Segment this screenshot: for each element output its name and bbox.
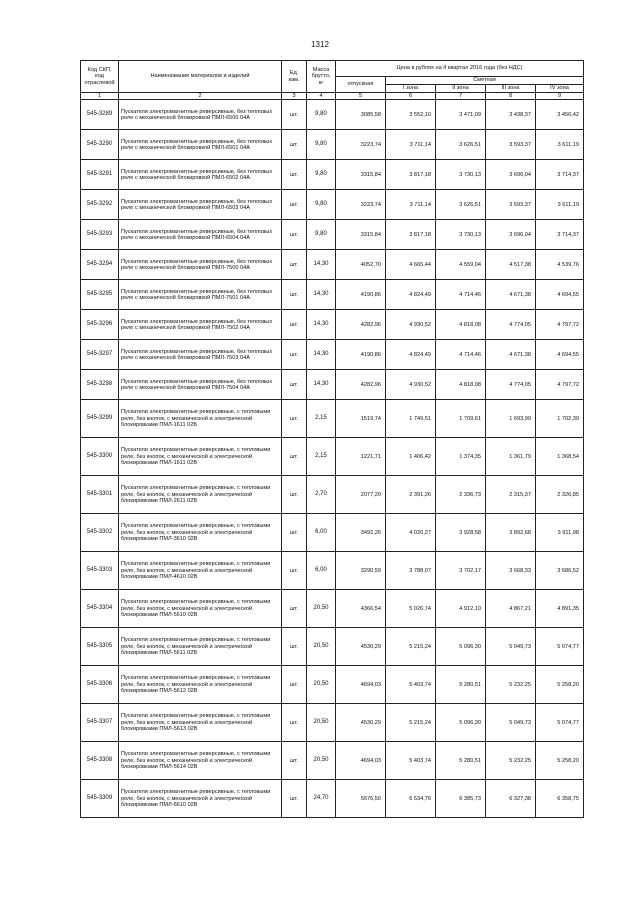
item-unit: шт.: [282, 160, 307, 190]
column-index: 3: [282, 93, 307, 100]
item-name: Пускатели электромагнитные реверсивные, с тепловыми реле, без кнопок, с механической и электрической блокировками ПМЛ-5614 02В: [119, 742, 282, 780]
price-zone-1: 4 824,49: [386, 280, 436, 310]
price-zone-4: 3 714,37: [536, 220, 584, 250]
table-body: [81, 100, 584, 818]
column-index: 2: [119, 93, 282, 100]
price-zone-3: 6 327,38: [486, 780, 536, 818]
column-index: 9: [536, 93, 584, 100]
release-price: 2077,20: [336, 476, 386, 514]
price-zone-4: 1 368,54: [536, 438, 584, 476]
item-unit: шт.: [282, 628, 307, 666]
price-zone-4: 5 258,20: [536, 742, 584, 780]
price-zone-1: 4 930,52: [386, 370, 436, 400]
item-mass: 2,15: [307, 400, 336, 438]
table-row: [81, 590, 584, 628]
item-name: Пускатели электромагнитные реверсивные, без тепловых реле с механической блокировкой ПМЛ-6503 04А: [119, 190, 282, 220]
price-zone-2: 4 912,10: [436, 590, 486, 628]
table-row: [81, 280, 584, 310]
price-zone-3: 5 232,25: [486, 742, 536, 780]
item-mass: 2,15: [307, 438, 336, 476]
release-price: 3223,74: [336, 190, 386, 220]
item-name: Пускатели электромагнитные реверсивные, без тепловых реле с механической блокировкой ПМЛ-7500 04А: [119, 250, 282, 280]
item-mass: 20,50: [307, 590, 336, 628]
item-name: Пускатели электромагнитные реверсивные, с тепловыми реле, без кнопок, с механической и электрической блокировками ПМЛ-1611 02В: [119, 438, 282, 476]
price-zone-2: 4 714,46: [436, 340, 486, 370]
item-code: 545-3305: [81, 628, 119, 666]
release-price: 1519,74: [336, 400, 386, 438]
item-code: 545-3296: [81, 310, 119, 340]
item-unit: шт.: [282, 514, 307, 552]
price-zone-1: 5 403,74: [386, 742, 436, 780]
table-row: [81, 552, 584, 590]
item-code: 545-3290: [81, 130, 119, 160]
item-code: 545-3307: [81, 704, 119, 742]
price-zone-4: 4 539,76: [536, 250, 584, 280]
item-mass: 2,70: [307, 476, 336, 514]
item-mass: 14,30: [307, 370, 336, 400]
price-zone-1: 3 711,14: [386, 130, 436, 160]
item-unit: шт.: [282, 220, 307, 250]
price-zone-3: 3 593,37: [486, 130, 536, 160]
item-name: Пускатели электромагнитные реверсивные, без тепловых реле с механической блокировкой ПМЛ-6504 04А: [119, 220, 282, 250]
price-zone-1: 4 020,27: [386, 514, 436, 552]
table-row: [81, 100, 584, 130]
item-code: 545-3300: [81, 438, 119, 476]
item-unit: шт.: [282, 100, 307, 130]
column-index: 5: [336, 93, 386, 100]
item-mass: 20,50: [307, 628, 336, 666]
price-zone-4: 3 686,52: [536, 552, 584, 590]
release-price: 3290,59: [336, 552, 386, 590]
item-mass: 20,50: [307, 704, 336, 742]
item-name: Пускатели электромагнитные реверсивные, без тепловых реле с механической блокировкой ПМЛ-7503 04А: [119, 340, 282, 370]
release-price: 3315,84: [336, 160, 386, 190]
item-mass: 9,80: [307, 100, 336, 130]
release-price: 3223,74: [336, 130, 386, 160]
price-zone-2: 5 280,51: [436, 742, 486, 780]
price-zone-4: 4 797,72: [536, 310, 584, 340]
table-row: [81, 780, 584, 818]
table-row: [81, 370, 584, 400]
price-zone-2: 1 374,35: [436, 438, 486, 476]
table-row: [81, 476, 584, 514]
table-row: [81, 220, 584, 250]
table-row: [81, 704, 584, 742]
page-number: 1312: [311, 40, 329, 49]
release-price: 4282,96: [336, 310, 386, 340]
item-code: 545-3306: [81, 666, 119, 704]
price-zone-2: 3 626,51: [436, 130, 486, 160]
header-unit: Ед. изм.: [282, 61, 307, 93]
item-unit: шт.: [282, 704, 307, 742]
item-name: Пускатели электромагнитные реверсивные, с тепловыми реле, без кнопок, с механической и электрической блокировками ПМЛ-5613 02В: [119, 704, 282, 742]
header-zone-3: III зона: [486, 85, 536, 93]
price-zone-1: 5 215,24: [386, 704, 436, 742]
item-mass: 9,80: [307, 190, 336, 220]
header-estimate-price: Сметная: [386, 77, 584, 85]
item-mass: 6,00: [307, 552, 336, 590]
price-zone-4: 3 714,37: [536, 160, 584, 190]
item-code: 545-3295: [81, 280, 119, 310]
price-zone-2: 3 730,13: [436, 220, 486, 250]
price-zone-1: 6 534,76: [386, 780, 436, 818]
item-code: 545-3303: [81, 552, 119, 590]
column-index: 7: [436, 93, 486, 100]
price-zone-1: 3 817,18: [386, 160, 436, 190]
price-zone-2: 4 559,04: [436, 250, 486, 280]
price-zone-1: 3 788,07: [386, 552, 436, 590]
release-price: 3492,26: [336, 514, 386, 552]
release-price: 1221,71: [336, 438, 386, 476]
price-zone-4: 5 074,77: [536, 628, 584, 666]
release-price: 4282,96: [336, 370, 386, 400]
item-unit: шт.: [282, 552, 307, 590]
release-price: 3085,58: [336, 100, 386, 130]
item-name: Пускатели электромагнитные реверсивные, с тепловыми реле, без кнопок, с механической и электрической блокировками ПМЛ-6610 02В: [119, 780, 282, 818]
item-unit: шт.: [282, 742, 307, 780]
price-zone-1: 3 711,14: [386, 190, 436, 220]
price-zone-1: 5 403,74: [386, 666, 436, 704]
price-zone-4: 3 911,98: [536, 514, 584, 552]
price-zone-3: 3 696,04: [486, 160, 536, 190]
item-code: 545-3297: [81, 340, 119, 370]
header-zone-1: I зона: [386, 85, 436, 93]
price-zone-3: 4 517,38: [486, 250, 536, 280]
table-row: [81, 400, 584, 438]
item-unit: шт.: [282, 400, 307, 438]
price-zone-1: 4 665,44: [386, 250, 436, 280]
column-index: 8: [486, 93, 536, 100]
item-mass: 14,30: [307, 280, 336, 310]
header-zone-4: IV зона: [536, 85, 584, 93]
column-index: 4: [307, 93, 336, 100]
item-mass: 9,80: [307, 160, 336, 190]
item-mass: 6,00: [307, 514, 336, 552]
item-name: Пускатели электромагнитные реверсивные, с тепловыми реле, без кнопок, с механической и электрической блокировками ПМЛ-5612 02В: [119, 666, 282, 704]
item-mass: 9,80: [307, 130, 336, 160]
price-zone-1: 1 406,42: [386, 438, 436, 476]
release-price: 3315,84: [336, 220, 386, 250]
item-unit: шт.: [282, 476, 307, 514]
price-zone-4: 2 326,85: [536, 476, 584, 514]
price-zone-4: 5 074,77: [536, 704, 584, 742]
header-mass: Масса брутто, кг: [307, 61, 336, 93]
price-zone-3: 4 774,05: [486, 310, 536, 340]
header-name: Наименование материалов и изделий: [119, 61, 282, 93]
price-zone-2: 5 280,51: [436, 666, 486, 704]
price-zone-2: 3 626,51: [436, 190, 486, 220]
price-zone-2: 3 471,09: [436, 100, 486, 130]
price-zone-2: 5 096,30: [436, 628, 486, 666]
item-mass: 24,70: [307, 780, 336, 818]
header-release-price: отпускная: [336, 77, 386, 93]
price-zone-1: 4 824,49: [386, 340, 436, 370]
table-row: [81, 742, 584, 780]
release-price: 5676,50: [336, 780, 386, 818]
item-name: Пускатели электромагнитные реверсивные, без тепловых реле с механической блокировкой ПМЛ-7501 04А: [119, 280, 282, 310]
item-mass: 20,50: [307, 666, 336, 704]
price-zone-2: 6 385,73: [436, 780, 486, 818]
release-price: 4052,70: [336, 250, 386, 280]
item-mass: 14,30: [307, 340, 336, 370]
item-mass: 14,30: [307, 310, 336, 340]
item-name: Пускатели электромагнитные реверсивные, без тепловых реле с механической блокировкой ПМЛ-6501 04А: [119, 130, 282, 160]
item-unit: шт.: [282, 340, 307, 370]
price-zone-4: 3 456,42: [536, 100, 584, 130]
release-price: 4530,29: [336, 628, 386, 666]
price-table: [80, 60, 584, 818]
price-zone-2: 2 336,73: [436, 476, 486, 514]
item-unit: шт.: [282, 310, 307, 340]
price-zone-4: 4 694,55: [536, 280, 584, 310]
table-row: [81, 628, 584, 666]
release-price: 4190,86: [336, 280, 386, 310]
price-zone-4: 1 702,39: [536, 400, 584, 438]
price-zone-3: 4 671,38: [486, 340, 536, 370]
price-zone-3: 1 361,79: [486, 438, 536, 476]
column-index: 1: [81, 93, 119, 100]
price-zone-4: 3 611,19: [536, 130, 584, 160]
price-zone-2: 3 730,13: [436, 160, 486, 190]
table-row: [81, 190, 584, 220]
price-zone-1: 5 215,24: [386, 628, 436, 666]
price-zone-2: 4 818,08: [436, 310, 486, 340]
release-price: 4366,54: [336, 590, 386, 628]
price-zone-2: 5 096,30: [436, 704, 486, 742]
table-row: [81, 250, 584, 280]
item-mass: 9,80: [307, 220, 336, 250]
price-zone-3: 3 892,68: [486, 514, 536, 552]
table-row: [81, 438, 584, 476]
item-name: Пускатели электромагнитные реверсивные, без тепловых реле с механической блокировкой ПМЛ-7502 04А: [119, 310, 282, 340]
item-unit: шт.: [282, 780, 307, 818]
table-row: [81, 130, 584, 160]
item-code: 545-3298: [81, 370, 119, 400]
item-unit: шт.: [282, 590, 307, 628]
price-zone-3: 5 232,25: [486, 666, 536, 704]
item-code: 545-3291: [81, 160, 119, 190]
table-row: [81, 514, 584, 552]
header-zone-2: II зона: [436, 85, 486, 93]
price-zone-3: 3 438,37: [486, 100, 536, 130]
price-zone-3: 4 867,21: [486, 590, 536, 628]
price-zone-3: 5 049,73: [486, 704, 536, 742]
table-row: [81, 340, 584, 370]
price-zone-3: 4 671,38: [486, 280, 536, 310]
item-unit: шт.: [282, 438, 307, 476]
release-price: 4190,86: [336, 340, 386, 370]
item-code: 545-3292: [81, 190, 119, 220]
item-unit: шт.: [282, 280, 307, 310]
column-index: 6: [386, 93, 436, 100]
price-zone-1: 1 749,51: [386, 400, 436, 438]
table-row: [81, 310, 584, 340]
item-code: 545-3301: [81, 476, 119, 514]
price-zone-4: 3 611,19: [536, 190, 584, 220]
item-name: Пускатели электромагнитные реверсивные, без тепловых реле с механической блокировкой ПМЛ-7504 04А: [119, 370, 282, 400]
item-code: 545-3294: [81, 250, 119, 280]
price-zone-3: 4 774,05: [486, 370, 536, 400]
item-mass: 14,30: [307, 250, 336, 280]
item-name: Пускатели электромагнитные реверсивные, с тепловыми реле, без кнопок, с механической и электрической блокировками ПМЛ-5611 02В: [119, 628, 282, 666]
price-zone-4: 4 797,72: [536, 370, 584, 400]
item-name: Пускатели электромагнитные реверсивные, с тепловыми реле, без кнопок, с механической и электрической блокировками ПМЛ-2611 02В: [119, 476, 282, 514]
price-zone-3: 3 593,37: [486, 190, 536, 220]
item-name: Пускатели электромагнитные реверсивные, с тепловыми реле, без кнопок, с механической и электрической блокировками ПМЛ-3610 02В: [119, 514, 282, 552]
price-zone-1: 2 391,26: [386, 476, 436, 514]
price-zone-2: 3 702,17: [436, 552, 486, 590]
price-zone-2: 1 709,61: [436, 400, 486, 438]
header-price-group: Цена в рублях на II квартал 2016 года (без НДС): [336, 61, 584, 77]
item-name: Пускатели электромагнитные реверсивные, с тепловыми реле, без кнопок, с механической и электрической блокировками ПМЛ-1611 02Б: [119, 400, 282, 438]
item-unit: шт.: [282, 250, 307, 280]
price-zone-4: 6 358,75: [536, 780, 584, 818]
item-name: Пускатели электромагнитные реверсивные, с тепловыми реле, без кнопок, с механической и электрической блокировками ПМЛ-4610 02В: [119, 552, 282, 590]
release-price: 4530,29: [336, 704, 386, 742]
price-zone-4: 4 891,35: [536, 590, 584, 628]
price-zone-4: 5 258,20: [536, 666, 584, 704]
price-zone-3: 2 315,37: [486, 476, 536, 514]
price-zone-3: 5 049,73: [486, 628, 536, 666]
header-code: Код СКП, код отраслевой: [81, 61, 119, 93]
item-unit: шт.: [282, 666, 307, 704]
item-name: Пускатели электромагнитные реверсивные, без тепловых реле с механической блокировкой ПМЛ-6500 04А: [119, 100, 282, 130]
price-zone-3: 3 696,04: [486, 220, 536, 250]
item-code: 545-3302: [81, 514, 119, 552]
item-code: 545-3293: [81, 220, 119, 250]
item-code: 545-3309: [81, 780, 119, 818]
item-code: 545-3289: [81, 100, 119, 130]
price-zone-1: 5 026,74: [386, 590, 436, 628]
item-unit: шт.: [282, 190, 307, 220]
price-zone-1: 3 817,18: [386, 220, 436, 250]
item-code: 545-3304: [81, 590, 119, 628]
price-zone-3: 1 693,99: [486, 400, 536, 438]
table-row: [81, 666, 584, 704]
item-mass: 20,50: [307, 742, 336, 780]
price-zone-4: 4 694,55: [536, 340, 584, 370]
release-price: 4694,03: [336, 742, 386, 780]
release-price: 4694,03: [336, 666, 386, 704]
table-row: [81, 160, 584, 190]
item-code: 545-3299: [81, 400, 119, 438]
item-name: Пускатели электромагнитные реверсивные, без тепловых реле с механической блокировкой ПМЛ-6502 04А: [119, 160, 282, 190]
item-unit: шт.: [282, 370, 307, 400]
price-zone-2: 4 818,08: [436, 370, 486, 400]
item-code: 545-3308: [81, 742, 119, 780]
price-zone-1: 3 552,10: [386, 100, 436, 130]
item-unit: шт.: [282, 130, 307, 160]
price-zone-2: 3 928,58: [436, 514, 486, 552]
item-name: Пускатели электромагнитные реверсивные, с тепловыми реле, без кнопок, с механической и электрической блокировками ПМЛ-5610 02В: [119, 590, 282, 628]
price-zone-2: 4 714,46: [436, 280, 486, 310]
price-zone-3: 3 668,33: [486, 552, 536, 590]
price-zone-1: 4 930,52: [386, 310, 436, 340]
